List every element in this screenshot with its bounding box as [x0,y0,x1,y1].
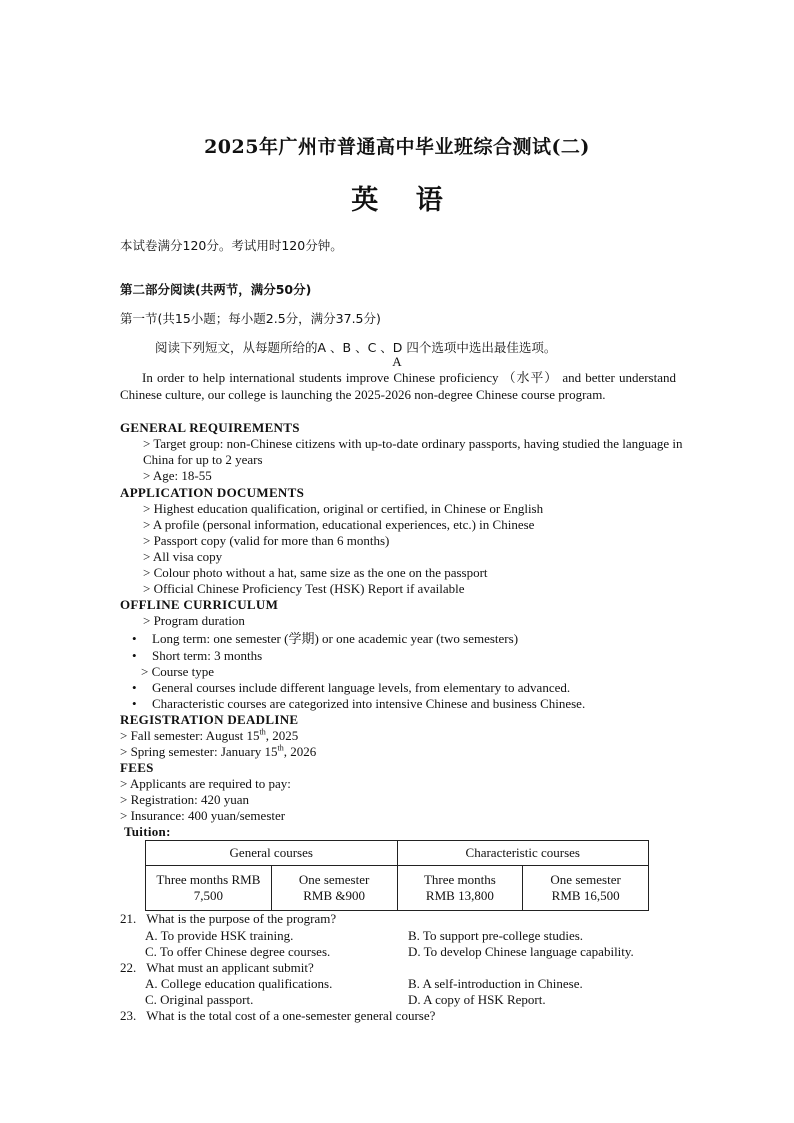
fee-item: > Insurance: 400 yuan/semester [120,808,286,823]
question-23: 23. What is the total cost of a one-semester general course? [120,1008,436,1023]
bullet-icon: • [132,648,137,663]
section-title: 第一节(共15小题；每小题2.5分，满分37.5分) [120,311,381,326]
bullet-icon: • [132,631,137,646]
exam-title: 2025年广州市普通高中毕业班综合测试(二) [204,136,590,158]
option-22c: C. Original passport. [145,992,254,1007]
course-type-item: • Characteristic courses are categorized into intensive Chinese and business Chinese. [132,696,586,711]
option-22b: B. A self-introduction in Chinese. [408,976,583,991]
document-item: > Highest education qualification, original or certified, in Chinese or English [143,501,544,516]
program-duration-label: > Program duration [143,613,245,628]
option-21d: D. To develop Chinese language capability. [408,944,634,959]
document-item: > A profile (personal information, educational experiences, etc.) in Chinese [143,517,535,532]
document-item: > Passport copy (valid for more than 6 months) [143,533,390,548]
application-documents-heading: APPLICATION DOCUMENTS [120,485,305,500]
passage-intro: In order to help international students improve Chinese proficiency （水平） and better understand Chinese culture, our college is launching the 2025-2026 non-degree Chinese course program. [120,370,676,402]
instructions: 阅读下列短文，从每题所给的A 、B 、C 、D 四个选项中选出最佳选项。 [155,340,557,355]
question-22: 22. What must an applicant submit? [120,960,314,975]
subject-title: 英 语 [351,185,457,216]
offline-curriculum-heading: OFFLINE CURRICULUM [120,597,279,612]
option-21b: B. To support pre-college studies. [408,928,584,943]
table-row [146,866,649,911]
exam-note: 本试卷满分120分。考试用时120分钟。 [120,238,343,253]
deadline-spring: > Spring semester: January 15th, 2026 [120,743,317,759]
option-22d: D. A copy of HSK Report. [408,992,546,1007]
document-item: > All visa copy [143,549,223,564]
course-type-label: > Course type [141,664,215,679]
document-item: > Official Chinese Proficiency Test (HSK) Report if available [143,581,465,596]
fees-heading: FEES [120,760,154,775]
deadline-fall: > Fall semester: August 15th, 2025 [120,727,299,743]
fee-item: > Applicants are required to pay: [120,776,291,791]
general-requirements-heading: GENERAL REQUIREMENTS [120,420,300,435]
table-cell: Three months RMB 13,800 [397,866,523,911]
duration-item: • Long term: one semester (学期) or one academic year (two semesters) [132,631,519,646]
table-header-cell: Characteristic courses [397,841,649,866]
bullet-icon: • [132,680,137,695]
option-21c: C. To offer Chinese degree courses. [145,944,331,959]
tuition-table [145,840,649,911]
part-title: 第二部分阅读(共两节，满分50分) [120,282,312,297]
table-cell: Three months RMB 7,500 [146,866,272,911]
option-22a: A. College education qualifications. [145,976,333,991]
question-21: 21. What is the purpose of the program? [120,911,337,926]
requirement-target-group: > Target group: non-Chinese citizens with up-to-date ordinary passports, having studied the language in China for up to 2 years [143,436,683,467]
course-type-item: • General courses include different language levels, from elementary to advanced. [132,680,571,695]
table-cell: One semester RMB &900 [271,866,397,911]
document-item: > Colour photo without a hat, same size as the one on the passport [143,565,488,580]
requirement-age: > Age: 18-55 [143,468,212,483]
table-cell: One semester RMB 16,500 [523,866,649,911]
passage-letter: A [392,354,402,369]
fee-item: > Registration: 420 yuan [120,792,250,807]
tuition-label: Tuition: [124,824,171,839]
bullet-icon: • [132,696,137,711]
duration-item: • Short term: 3 months [132,648,263,663]
option-21a: A. To provide HSK training. [145,928,294,943]
table-header-row [146,841,649,866]
table-header-cell: General courses [146,841,398,866]
registration-deadline-heading: REGISTRATION DEADLINE [120,712,299,727]
